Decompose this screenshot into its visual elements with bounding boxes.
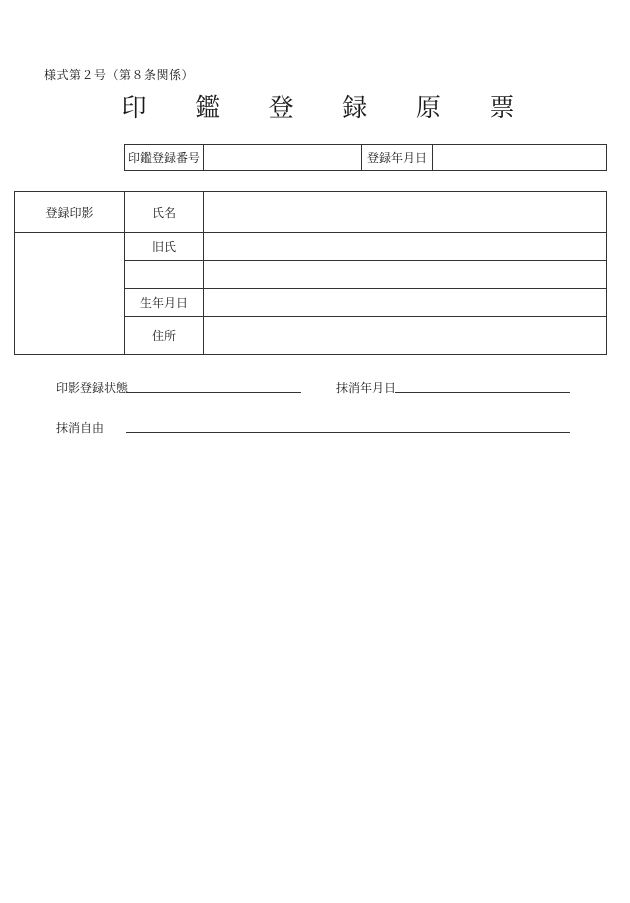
seal-status-label: 印影登録状態	[56, 381, 129, 395]
registration-number-label: 印鑑登録番号	[125, 145, 204, 171]
address-label: 住所	[125, 317, 204, 355]
cancel-date-label: 抹消年月日	[336, 381, 397, 395]
seal-impression-label: 登録印影	[15, 192, 125, 233]
former-name-row	[15, 233, 607, 261]
seal-status-line	[126, 392, 301, 393]
registration-date-field	[433, 145, 607, 171]
name-row	[15, 192, 607, 233]
form-number: 様式第２号（第８条関係）	[44, 68, 195, 82]
former-name-label: 旧氏	[125, 233, 204, 261]
page-title	[118, 88, 518, 124]
title-char: 印	[121, 93, 147, 122]
birthdate-label: 生年月日	[125, 289, 204, 317]
title-char: 鑑	[195, 93, 221, 122]
title-char: 票	[489, 93, 515, 122]
title-char: 録	[342, 93, 368, 122]
registration-number-field	[204, 145, 362, 171]
registration-table	[124, 144, 607, 171]
former-name-field	[204, 233, 607, 261]
birthdate-field	[204, 289, 607, 317]
registration-row	[125, 145, 607, 171]
cancel-reason-line	[126, 432, 570, 433]
registration-details-table	[14, 191, 607, 355]
address-field	[204, 317, 607, 355]
name-label: 氏名	[125, 192, 204, 233]
cancel-reason-label: 抹消自由	[56, 421, 105, 435]
title-char: 登	[268, 93, 294, 122]
cancel-date-line	[395, 392, 570, 393]
registration-date-label: 登録年月日	[362, 145, 433, 171]
seal-impression-box	[15, 233, 125, 355]
name-field	[204, 192, 607, 233]
blank-label	[125, 261, 204, 289]
blank-field	[204, 261, 607, 289]
title-char: 原	[415, 93, 441, 122]
